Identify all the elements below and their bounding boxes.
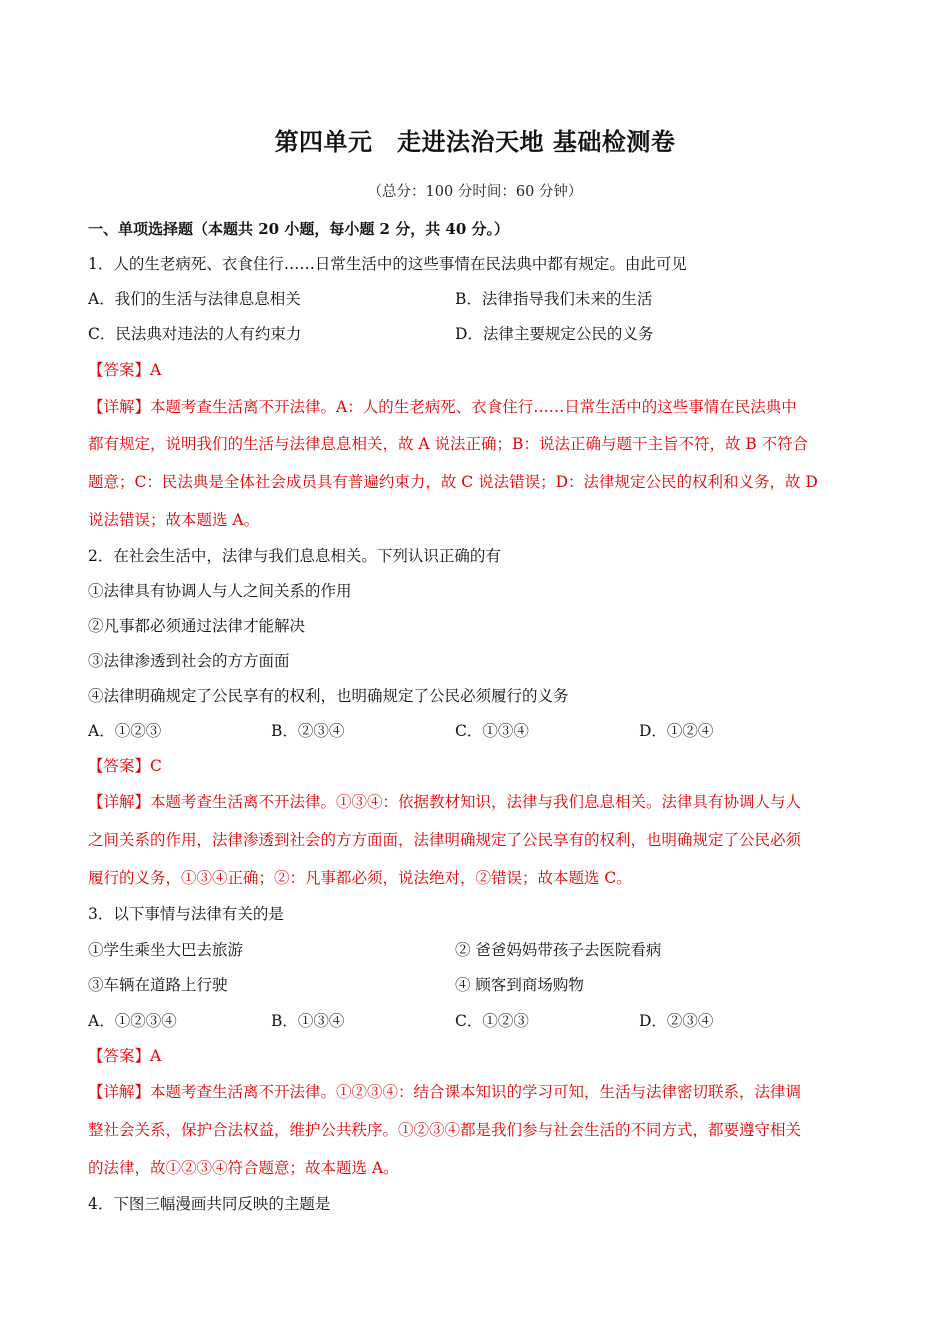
question-2-statement-3: ③法律渗透到社会的方方面面 [88, 652, 290, 670]
question-3-statement-3: ③车辆在道路上行驶 [88, 976, 228, 994]
section-heading: 一、单项选择题（本题共 20 小题，每小题 2 分，共 40 分。） [88, 220, 510, 238]
question-3-statements-row-1 [88, 939, 868, 961]
question-3-option-d: D．②③④ [639, 1012, 714, 1030]
question-3-statement-1: ①学生乘坐大巴去旅游 [88, 941, 244, 959]
question-2-explanation-line-2: 之间关系的作用，法律渗透到社会的方方面面，法律明确规定了公民享有的权利，也明确规定了公民必须 [88, 831, 802, 849]
question-1-explanation-line-1: 【详解】本题考查生活离不开法律。A：人的生老病死、衣食住行……日常生活中的这些事情在民法典中 [88, 398, 797, 416]
page-subtitle: （总分：100 分时间：60 分钟） [367, 184, 583, 200]
question-3-option-b: B．①③④ [271, 1012, 345, 1030]
question-2-statement-1: ①法律具有协调人与人之间关系的作用 [88, 582, 352, 600]
question-2-statement-4: ④法律明确规定了公民享有的权利，也明确规定了公民必须履行的义务 [88, 687, 569, 705]
question-2-statement-2: ②凡事都必须通过法律才能解决 [88, 617, 306, 635]
question-2-option-d: D．①②④ [639, 722, 714, 740]
question-2-option-b: B．②③④ [271, 722, 345, 740]
question-3-statement-2: ② 爸爸妈妈带孩子去医院看病 [455, 941, 662, 959]
page-title: 第四单元 走进法治天地 基础检测卷 [274, 128, 676, 156]
question-3-answer: 【答案】A [88, 1047, 162, 1065]
question-1-explanation-line-3: 题意；C：民法典是全体社会成员具有普遍约束力，故 C 说法错误；D：法律规定公民的权利和义务，故 D [88, 473, 818, 491]
question-1-option-b: B．法律指导我们未来的生活 [455, 290, 653, 308]
question-3-explanation-line-2: 整社会关系，保护合法权益，维护公共秩序。①②③④都是我们参与社会生活的不同方式，都要遵守相关 [88, 1121, 802, 1139]
question-2-option-c: C．①③④ [455, 722, 529, 740]
question-3-option-a: A．①②③④ [88, 1012, 177, 1030]
question-3-statement-4: ④ 顾客到商场购物 [455, 976, 584, 994]
question-1-option-a: A．我们的生活与法律息息相关 [88, 290, 301, 308]
question-3-stem: 3．以下事情与法律有关的是 [88, 905, 284, 923]
question-1-option-c: C．民法典对违法的人有约束力 [88, 325, 302, 343]
question-3-explanation-line-1: 【详解】本题考查生活离不开法律。①②③④：结合课本知识的学习可知，生活与法律密切联系，法律调 [88, 1083, 802, 1101]
question-3-option-c: C．①②③ [455, 1012, 529, 1030]
question-2-explanation-line-1: 【详解】本题考查生活离不开法律。①③④：依据教材知识，法律与我们息息相关。法律具有协调人与人 [88, 793, 802, 811]
question-1-option-d: D．法律主要规定公民的义务 [455, 325, 654, 343]
question-1-explanation-line-2: 都有规定，说明我们的生活与法律息息相关，故 A 说法正确；B：说法正确与题干主旨不符，故 B 不符合 [88, 435, 809, 453]
question-2-option-a: A．①②③ [88, 722, 162, 740]
question-3-options-row [88, 1010, 868, 1032]
question-1-options-row-1 [88, 288, 868, 310]
question-1-options-row-2 [88, 323, 868, 345]
question-2-answer: 【答案】C [88, 757, 162, 775]
question-4-stem: 4．下图三幅漫画共同反映的主题是 [88, 1195, 331, 1213]
question-2-explanation-line-3: 履行的义务，①③④正确；②：凡事都必须，说法绝对，②错误；故本题选 C。 [88, 869, 632, 887]
question-1-stem: 1．人的生老病死、衣食住行……日常生活中的这些事情在民法典中都有规定。由此可见 [88, 255, 687, 273]
question-3-statements-row-2 [88, 974, 868, 996]
question-3-explanation-line-3: 的法律，故①②③④符合题意；故本题选 A。 [88, 1159, 399, 1177]
question-1-explanation-line-4: 说法错误；故本题选 A。 [88, 511, 260, 529]
question-1-answer: 【答案】A [88, 361, 162, 379]
question-2-options-row [88, 720, 868, 742]
question-2-stem: 2．在社会生活中，法律与我们息息相关。下列认识正确的有 [88, 547, 501, 565]
